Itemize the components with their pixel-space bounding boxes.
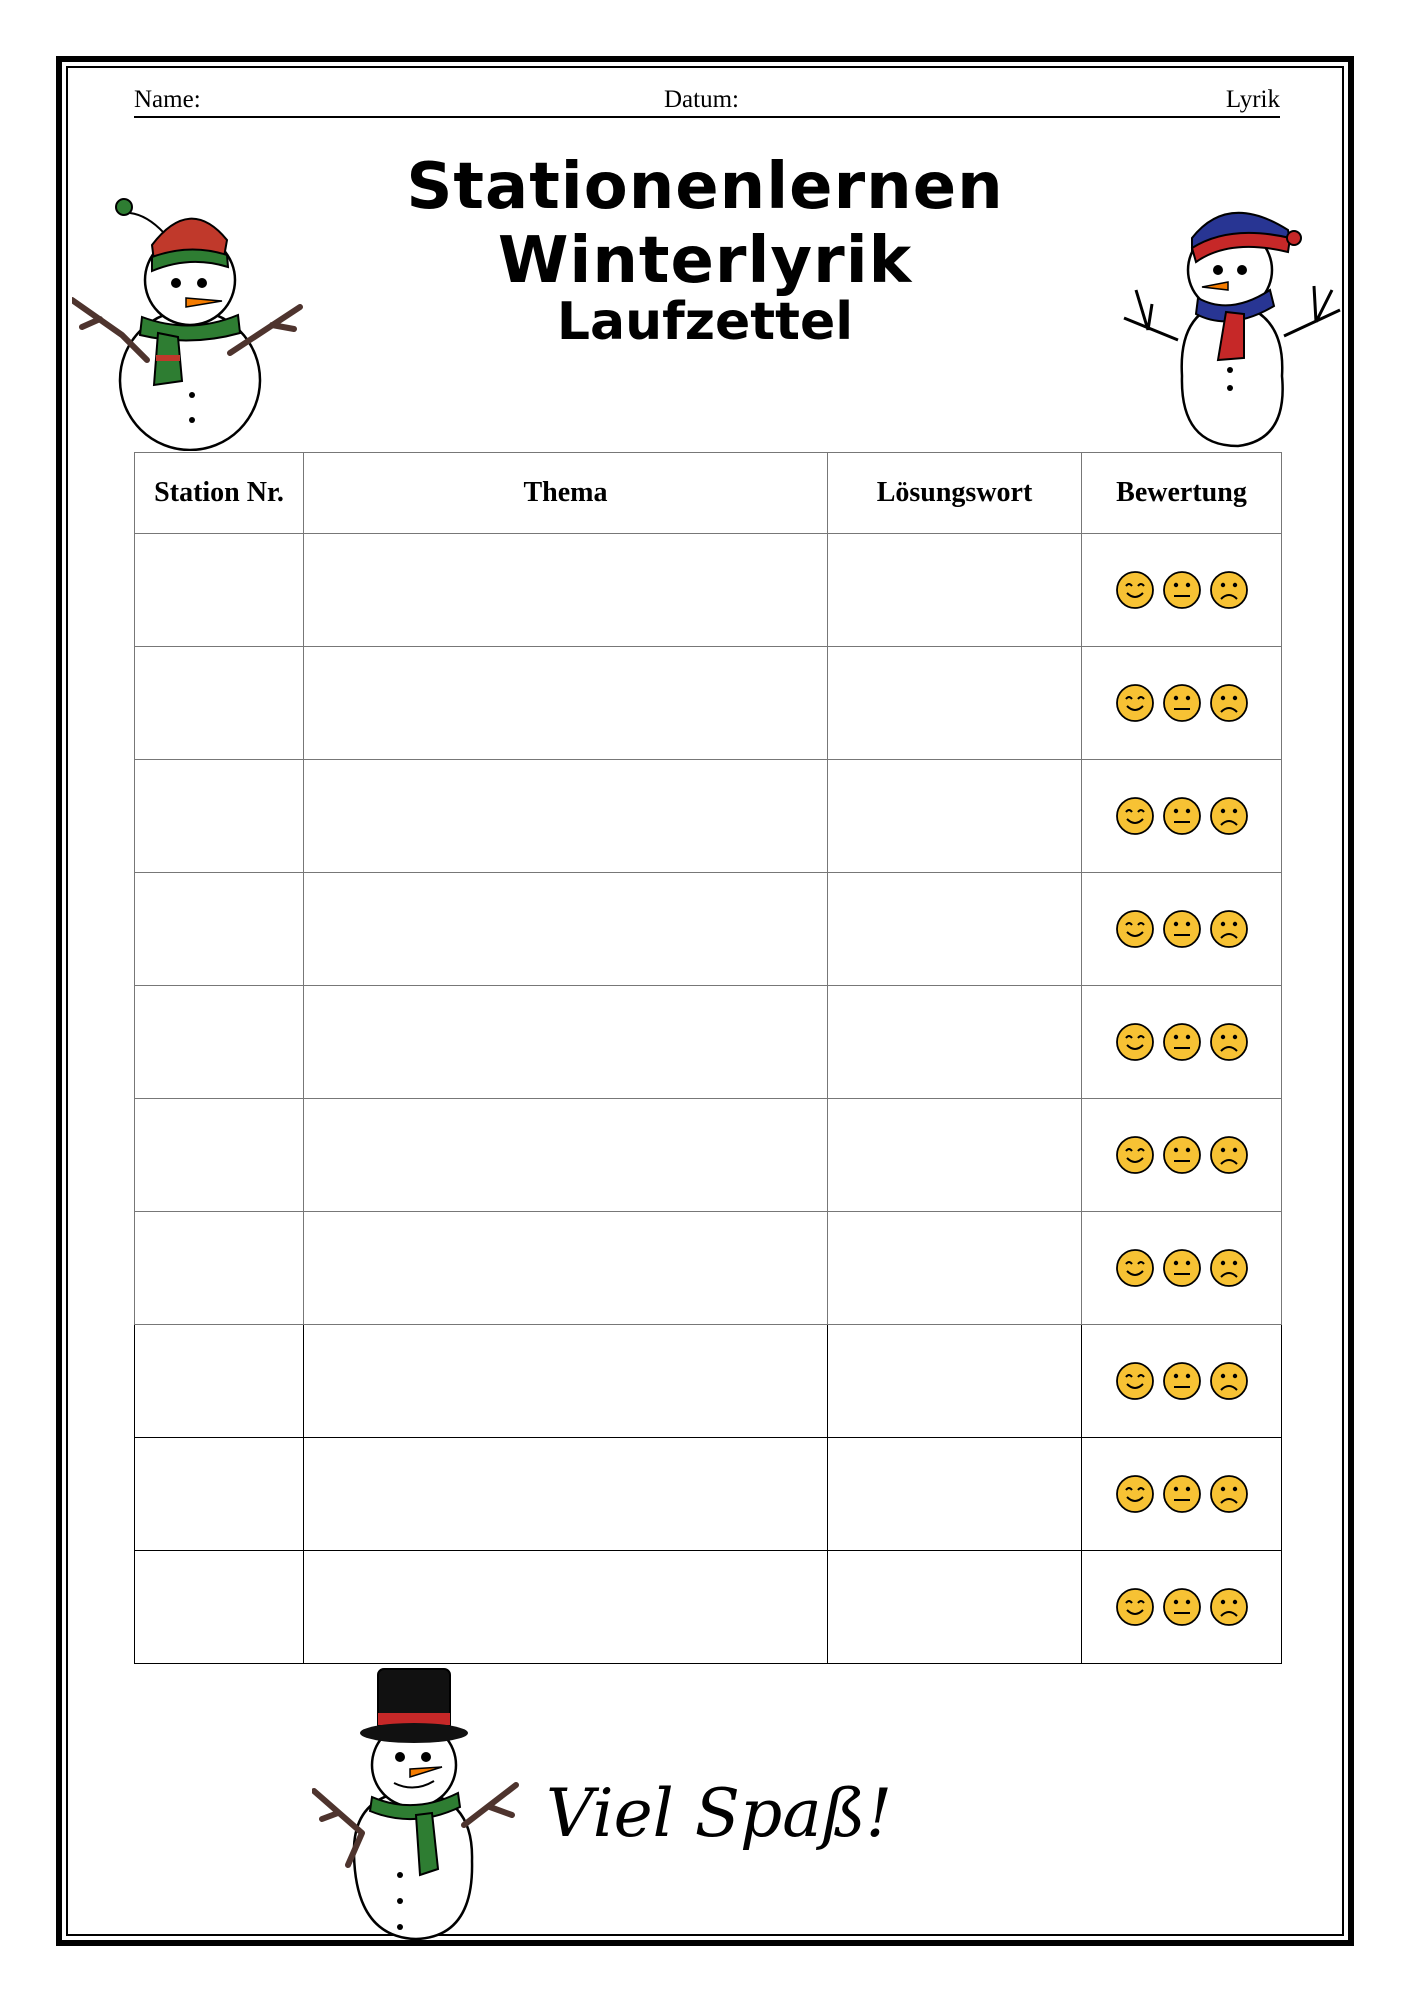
table-row [135,1551,1282,1664]
table-row [135,647,1282,760]
neutral-face-icon[interactable] [1162,1587,1202,1627]
rating-faces [1082,1248,1281,1288]
neutral-face-icon[interactable] [1162,1474,1202,1514]
footer-text: Viel Spaß! [546,1775,893,1852]
smiling-face-icon[interactable] [1115,1022,1155,1062]
station-cell[interactable] [135,647,304,760]
table-row [135,1212,1282,1325]
frowning-face-icon[interactable] [1209,796,1249,836]
neutral-face-icon[interactable] [1162,1135,1202,1175]
page-title: Stationenlernen Winterlyrik [406,150,1004,298]
rating-faces [1082,1587,1281,1627]
smiling-face-icon[interactable] [1115,796,1155,836]
neutral-face-icon[interactable] [1162,909,1202,949]
solution-word-cell[interactable] [828,534,1082,647]
solution-word-cell[interactable] [828,1212,1082,1325]
rating-cell [1082,873,1282,986]
column-header-rating: Bewertung [1082,453,1282,534]
smiling-face-icon[interactable] [1115,1587,1155,1627]
name-label: Name: [134,86,201,113]
rating-cell [1082,1325,1282,1438]
rating-cell [1082,1438,1282,1551]
solution-word-cell[interactable] [828,1099,1082,1212]
rating-cell [1082,534,1282,647]
frowning-face-icon[interactable] [1209,1587,1249,1627]
smiling-face-icon[interactable] [1115,570,1155,610]
frowning-face-icon[interactable] [1209,1474,1249,1514]
solution-word-cell[interactable] [828,1551,1082,1664]
station-cell[interactable] [135,986,304,1099]
neutral-face-icon[interactable] [1162,570,1202,610]
column-header-topic: Thema [304,453,828,534]
station-cell[interactable] [135,1325,304,1438]
page-subtitle: Laufzettel [556,292,854,352]
neutral-face-icon[interactable] [1162,683,1202,723]
solution-word-cell[interactable] [828,760,1082,873]
rating-faces [1082,1135,1281,1175]
rating-faces [1082,1022,1281,1062]
rating-faces [1082,1474,1281,1514]
station-table [134,452,1282,1664]
station-cell[interactable] [135,534,304,647]
table-row [135,986,1282,1099]
smiling-face-icon[interactable] [1115,1474,1155,1514]
column-header-station: Station Nr. [135,453,304,534]
topic-cell[interactable] [304,986,828,1099]
smiling-face-icon[interactable] [1115,1135,1155,1175]
frowning-face-icon[interactable] [1209,1248,1249,1288]
snowman-blue-hat-icon [1118,190,1348,454]
topic-cell[interactable] [304,647,828,760]
snowman-top-hat-icon [312,1665,522,1945]
date-label: Datum: [664,86,739,113]
table-row [135,1325,1282,1438]
subject-label: Lyrik [1225,86,1280,113]
station-cell[interactable] [135,1099,304,1212]
station-cell[interactable] [135,1438,304,1551]
snowman-red-hat-icon [72,195,312,451]
station-cell[interactable] [135,873,304,986]
topic-cell[interactable] [304,760,828,873]
table-row [135,760,1282,873]
topic-cell[interactable] [304,1325,828,1438]
solution-word-cell[interactable] [828,873,1082,986]
column-header-solution-word: Lösungswort [828,453,1082,534]
solution-word-cell[interactable] [828,1438,1082,1551]
table-row [135,1099,1282,1212]
solution-word-cell[interactable] [828,1325,1082,1438]
topic-cell[interactable] [304,534,828,647]
rating-faces [1082,909,1281,949]
smiling-face-icon[interactable] [1115,1361,1155,1401]
smiling-face-icon[interactable] [1115,909,1155,949]
neutral-face-icon[interactable] [1162,796,1202,836]
topic-cell[interactable] [304,873,828,986]
topic-cell[interactable] [304,1099,828,1212]
solution-word-cell[interactable] [828,647,1082,760]
station-cell[interactable] [135,1212,304,1325]
solution-word-cell[interactable] [828,986,1082,1099]
station-cell[interactable] [135,1551,304,1664]
topic-cell[interactable] [304,1551,828,1664]
table-row [135,534,1282,647]
neutral-face-icon[interactable] [1162,1022,1202,1062]
neutral-face-icon[interactable] [1162,1361,1202,1401]
rating-faces [1082,796,1281,836]
header-line [134,86,1280,118]
smiling-face-icon[interactable] [1115,1248,1155,1288]
topic-cell[interactable] [304,1212,828,1325]
neutral-face-icon[interactable] [1162,1248,1202,1288]
smiling-face-icon[interactable] [1115,683,1155,723]
frowning-face-icon[interactable] [1209,683,1249,723]
rating-cell [1082,1551,1282,1664]
rating-faces [1082,683,1281,723]
frowning-face-icon[interactable] [1209,1022,1249,1062]
frowning-face-icon[interactable] [1209,570,1249,610]
topic-cell[interactable] [304,1438,828,1551]
frowning-face-icon[interactable] [1209,1135,1249,1175]
rating-faces [1082,570,1281,610]
frowning-face-icon[interactable] [1209,1361,1249,1401]
rating-cell [1082,760,1282,873]
station-cell[interactable] [135,760,304,873]
table-row [135,873,1282,986]
rating-faces [1082,1361,1281,1401]
rating-cell [1082,1099,1282,1212]
frowning-face-icon[interactable] [1209,909,1249,949]
table-row [135,1438,1282,1551]
rating-cell [1082,647,1282,760]
rating-cell [1082,1212,1282,1325]
rating-cell [1082,986,1282,1099]
